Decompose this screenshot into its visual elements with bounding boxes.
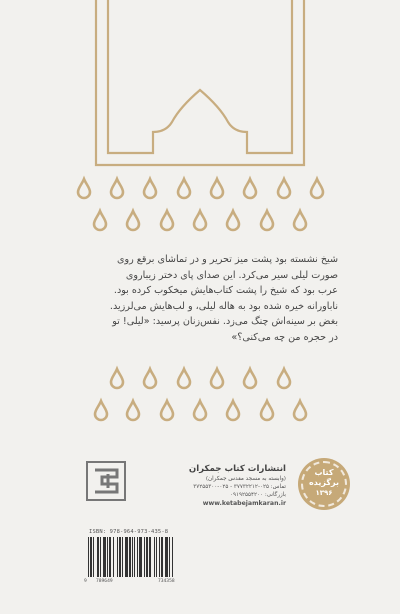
teardrop-icon	[244, 369, 256, 388]
teardrop-icon	[227, 401, 239, 420]
excerpt-line: در حجره من چه می‌کنی؟»	[231, 331, 338, 343]
barcode	[88, 537, 216, 581]
excerpt-line: عرب بود که شیخ را پشت کتاب‌هایش میخکوب کرده بود.	[113, 285, 338, 297]
teardrop-icon	[144, 369, 156, 388]
teardrop-icon	[111, 369, 123, 388]
teardrop-icon	[211, 369, 223, 388]
publisher-name: انتشارات کتاب جمکران	[188, 464, 286, 474]
barcode-group-1: 789649	[96, 579, 113, 584]
teardrop-icon	[294, 211, 306, 230]
publisher-website: www.ketabejamkaran.ir	[202, 500, 286, 507]
barcode-group-2: 734358	[158, 579, 175, 584]
teardrop-icon	[111, 179, 123, 198]
teardrop-icon	[211, 179, 223, 198]
teardrop-icon	[95, 401, 107, 420]
teardrop-icon	[311, 179, 323, 198]
teardrop-icon	[127, 211, 139, 230]
excerpt-line: بغض بر سینه‌اش چنگ می‌زد. نفس‌زنان پرسید: «لیلی! تو	[112, 316, 338, 328]
isbn-text: ISBN: 978-964-973-435-8	[89, 529, 169, 535]
teardrop-icon	[278, 179, 290, 198]
teardrop-icon	[161, 401, 173, 420]
teardrop-icon	[294, 401, 306, 420]
teardrop-icon	[227, 211, 239, 230]
publisher-sales: بازرگانی: ۰۹۱۹۲۵۵۴۲۰۰	[230, 492, 286, 498]
excerpt-line: ناباورانه خیره شده بود به هاله لیلی، و لب‌هایش می‌لرزید.	[109, 300, 338, 312]
excerpt-line: شیخ نشسته بود پشت میز تحریر و در تماشای برقع روی	[116, 254, 338, 265]
badge-line-1: کتاب	[314, 468, 334, 477]
teardrop-icon	[261, 211, 273, 230]
teardrop-icon	[261, 401, 273, 420]
teardrop-icon	[278, 369, 290, 388]
publisher-info	[168, 463, 286, 508]
teardrop-icon	[194, 401, 206, 420]
teardrop-icon	[127, 401, 139, 420]
teardrop-icon	[244, 179, 256, 198]
teardrop-icon	[178, 179, 190, 198]
teardrop-icon	[178, 369, 190, 388]
teardrop-icon	[94, 211, 106, 230]
teardrop-icon	[144, 179, 156, 198]
teardrop-icon	[194, 211, 206, 230]
publisher-phone: تماس: ۰۲۵-۳۷۷۳۲۲۱۲ - ۰۲۵-۳۷۲۵۵۳۰۰	[193, 484, 286, 490]
publisher-logo	[86, 461, 126, 501]
excerpt-line: صورت لیلی سیر می‌کرد. این صدای پای دختر زیباروی	[125, 269, 338, 281]
badge-line-2: برگزیده	[309, 478, 339, 487]
logo-mark-icon	[88, 463, 124, 499]
teardrop-icon	[78, 179, 90, 198]
barcode-lead-digit: 9	[84, 579, 87, 584]
excerpt-text	[72, 252, 338, 346]
teardrop-icon	[161, 211, 173, 230]
publisher-affiliation: (وابسته به مسجد مقدس جمکران)	[205, 476, 286, 482]
badge-year: ۱۳۹۶	[315, 489, 333, 497]
award-badge	[298, 458, 350, 510]
